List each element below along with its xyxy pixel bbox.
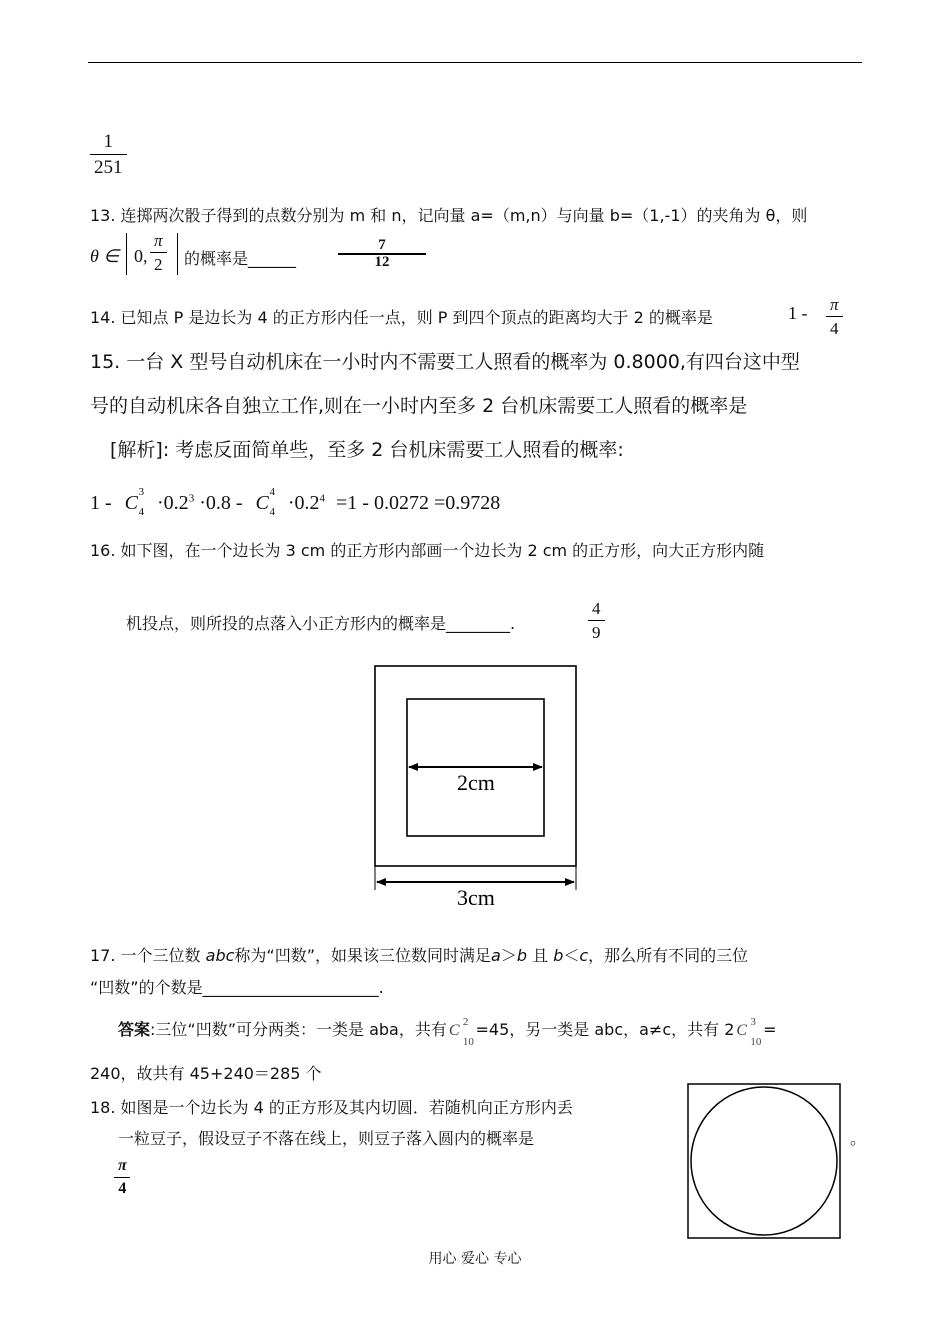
combination-c44: [255, 486, 276, 518]
four-denominator: 4: [114, 1177, 130, 1197]
answer-denominator: 9: [588, 620, 605, 641]
var-b: b: [553, 946, 564, 965]
and-word: 且: [532, 946, 549, 965]
q18-answer-fraction: [114, 1158, 131, 1197]
q18-line2: 一粒豆子，假设豆子不落在线上，则豆子落入圆内的概率是: [118, 1129, 535, 1148]
answer-numerator: 7: [378, 237, 386, 253]
c-letter: C: [736, 1022, 748, 1039]
q17-line1: [90, 943, 748, 966]
c-sub: 10: [750, 1036, 762, 1048]
c-sup: 3: [138, 486, 145, 498]
formula-sup: 3: [188, 492, 195, 505]
c-sup: 4: [269, 486, 276, 498]
q13-pi-over-2: [150, 232, 167, 273]
q14-one-minus: 1 -: [788, 303, 808, 323]
q14-pi-over-4: [826, 296, 843, 337]
q15-analysis: [解析]: 考虑反面简单些，至多 2 台机床需要工人照看的概率:: [110, 439, 624, 461]
q16-line2: 机投点，则所投的点落入小正方形内的概率是________.: [126, 614, 516, 633]
c-letter: C: [448, 1022, 460, 1039]
pi-symbol: π: [830, 295, 839, 314]
c-sup: 3: [750, 1016, 756, 1028]
c-sub: 4: [138, 506, 145, 518]
formula-part: ·0.2: [157, 492, 189, 514]
page-footer: 用心 爱心 专心: [428, 1251, 522, 1267]
q13-answer-fraction: [338, 238, 426, 270]
q15-line2: 号的自动机床各自独立工作,则在一小时内至多 2 台机床需要工人照看的概率是: [90, 395, 748, 417]
q13-theta: θ ∈: [90, 246, 120, 266]
q13-line1: 13. 连掷两次骰子得到的点数分别为 m 和 n，记向量 a=（m,n）与向量 b=（1,-1）的夹角为 θ，则: [90, 206, 808, 225]
q18-period: 。: [850, 1129, 867, 1148]
c-sup: 2: [462, 1016, 469, 1028]
combination-c43: [124, 486, 145, 518]
combination-c10-3: [736, 1016, 762, 1048]
fraction-numerator: 1: [103, 131, 113, 152]
answer-label: 答案: [118, 1020, 151, 1039]
formula-part: ·0.2: [287, 492, 320, 514]
inner-label: 2cm: [457, 770, 495, 795]
abc-variable: abc: [205, 946, 235, 965]
q17-line2: “凹数”的个数是______________________.: [90, 978, 384, 997]
text-run: ，那么所有不同的三位: [588, 946, 749, 965]
inscribed-circle: [691, 1087, 837, 1235]
var-a: a: [491, 946, 501, 965]
four-denominator: 4: [826, 316, 843, 337]
text-run: 称为“凹数”，如果该三位数同时满足: [234, 946, 491, 965]
square: [688, 1084, 840, 1238]
lt-sign: ＜: [563, 946, 580, 965]
square-incircle-diagram: [687, 1083, 841, 1239]
q15-formula: [90, 486, 501, 518]
c-sub: 4: [269, 506, 276, 518]
formula-part: ·0.8 -: [199, 492, 243, 514]
c-sub: 10: [462, 1036, 474, 1048]
q14-text: 14. 已知点 P 是边长为 4 的正方形内任一点，则 P 到四个顶点的距离均大于 2 的概率是: [90, 308, 713, 327]
text-run: =: [763, 1020, 777, 1039]
formula-part: =1 - 0.0272 =0.9728: [336, 492, 501, 514]
var-c: c: [579, 946, 589, 965]
c-letter: C: [124, 492, 139, 514]
q17-answer-last: 240，故共有 45+240＝285 个: [90, 1064, 322, 1083]
q13-tail: 的概率是______: [184, 249, 297, 268]
pi-symbol: π: [118, 1157, 127, 1174]
gt-sign: ＞: [500, 946, 517, 965]
q13-interval-zero: 0,: [134, 246, 148, 266]
q16-answer-fraction: [588, 600, 605, 641]
fraction-1-251: [90, 132, 127, 177]
text-run: 17. 一个三位数: [90, 946, 201, 965]
outer-label: 3cm: [457, 885, 495, 910]
c-letter: C: [255, 492, 269, 514]
formula-sup: 4: [319, 492, 326, 505]
q15-line1: 15. 一台 X 型号自动机床在一小时内不需要工人照看的概率为 0.8000,有四台这中型: [90, 351, 800, 373]
header-rule: [88, 62, 862, 63]
fraction-denominator: 251: [90, 154, 127, 177]
q16-line1: 16. 如下图，在一个边长为 3 cm 的正方形内部画一个边长为 2 cm 的正方形，向大正方形内随: [90, 541, 765, 560]
q17-answer: [118, 1016, 777, 1048]
q18-line1: 18. 如图是一个边长为 4 的正方形及其内切圆．若随机向正方形内丢: [90, 1098, 573, 1117]
var-b: b: [516, 946, 527, 965]
two-denominator: 2: [150, 252, 167, 273]
answer-numerator: 4: [592, 599, 601, 618]
combination-c10-2: [448, 1016, 474, 1048]
formula-part: 1 -: [90, 492, 112, 514]
pi-symbol: π: [154, 231, 163, 250]
text-run: :三位“凹数”可分两类：一类是 aba，共有: [150, 1020, 447, 1039]
squares-diagram: [366, 660, 586, 910]
text-run: =45，另一类是 abc，a≠c，共有 2: [475, 1020, 735, 1039]
answer-denominator: 12: [338, 253, 426, 270]
